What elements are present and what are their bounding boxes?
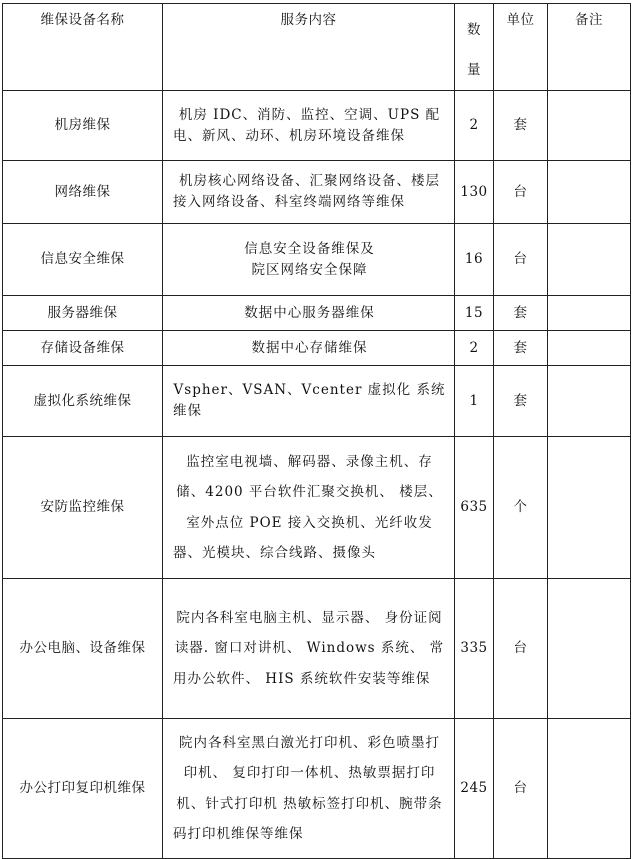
table-row: [3, 366, 631, 437]
equipment-name-cell: 机房维保: [3, 91, 163, 161]
table-row: [3, 91, 631, 161]
equipment-name-cell: 服务器维保: [3, 296, 163, 331]
header-equipment-name: 维保设备名称: [3, 4, 163, 91]
table-row: [3, 161, 631, 224]
equipment-name-cell: 信息安全维保: [3, 224, 163, 296]
unit-cell: 套: [494, 91, 548, 161]
quantity-cell: 15: [455, 296, 494, 331]
service-content-cell: Vspher、VSAN、Vcenter 虚拟化 系统维保: [163, 366, 455, 437]
service-content-cell: 监控室电视墙、解码器、录像主机、存储、4200 平台软件汇聚交换机、 楼层、室外点位 POE 接入交换机、光纤收发器、光模块、综合线路、摄像头: [163, 437, 455, 579]
equipment-name-cell: 网络维保: [3, 161, 163, 224]
service-content-cell: 院内各科室黑白激光打印机、彩色喷墨打印机、 复印打印一体机、热敏票据打印机、针式打印机 热敏标签打印机、腕带条码打印机维保等维保: [163, 719, 455, 859]
remark-cell: [548, 296, 631, 331]
table-header-row: [3, 4, 631, 91]
header-quantity: [455, 4, 494, 91]
unit-cell: 台: [494, 161, 548, 224]
table-row: [3, 437, 631, 579]
unit-cell: 台: [494, 719, 548, 859]
service-content-cell: [163, 224, 455, 296]
unit-cell: 套: [494, 296, 548, 331]
table-row: [3, 331, 631, 366]
equipment-name-cell: 安防监控维保: [3, 437, 163, 579]
remark-cell: [548, 91, 631, 161]
service-content-cell: 院内各科室电脑主机、显示器、 身份证阅读器. 窗口对讲机、 Windows 系统、 常用办公软件、 HIS 系统软件安装等维保: [163, 579, 455, 719]
service-content-cell: 机房 IDC、消防、监控、空调、UPS 配电、新风、动环、机房环境设备维保: [163, 91, 455, 161]
equipment-name-cell: 虚拟化系统维保: [3, 366, 163, 437]
maintenance-table: [2, 3, 631, 859]
remark-cell: [548, 224, 631, 296]
table-row: [3, 579, 631, 719]
unit-cell: 台: [494, 579, 548, 719]
remark-cell: [548, 161, 631, 224]
table-row: [3, 224, 631, 296]
unit-cell: 台: [494, 224, 548, 296]
header-service-content: 服务内容: [163, 4, 455, 91]
quantity-cell: 635: [455, 437, 494, 579]
quantity-cell: 16: [455, 224, 494, 296]
quantity-cell: 130: [455, 161, 494, 224]
quantity-cell: 1: [455, 366, 494, 437]
remark-cell: [548, 579, 631, 719]
equipment-name-cell: 办公电脑、设备维保: [3, 579, 163, 719]
header-unit: 单位: [494, 4, 548, 91]
header-remark: 备注: [548, 4, 631, 91]
header-quantity-text: 数量: [467, 22, 481, 78]
service-content-cell: 机房核心网络设备、汇聚网络设备、楼层接入网络设备、科室终端网络等维保: [163, 161, 455, 224]
unit-cell: 套: [494, 331, 548, 366]
remark-cell: [548, 366, 631, 437]
remark-cell: [548, 331, 631, 366]
quantity-cell: 2: [455, 331, 494, 366]
quantity-cell: 335: [455, 579, 494, 719]
unit-cell: 个: [494, 437, 548, 579]
quantity-cell: 2: [455, 91, 494, 161]
quantity-cell: 245: [455, 719, 494, 859]
equipment-name-cell: 存储设备维保: [3, 331, 163, 366]
remark-cell: [548, 719, 631, 859]
unit-cell: 套: [494, 366, 548, 437]
service-content-line: 信息安全设备维保及: [244, 240, 375, 257]
remark-cell: [548, 437, 631, 579]
table-row: [3, 296, 631, 331]
table-row: [3, 719, 631, 859]
equipment-name-cell: 办公打印复印机维保: [3, 719, 163, 859]
service-content-cell: 数据中心服务器维保: [163, 296, 455, 331]
service-content-cell: 数据中心存储维保: [163, 331, 455, 366]
service-content-line: 院区网络安全保障: [251, 261, 368, 278]
